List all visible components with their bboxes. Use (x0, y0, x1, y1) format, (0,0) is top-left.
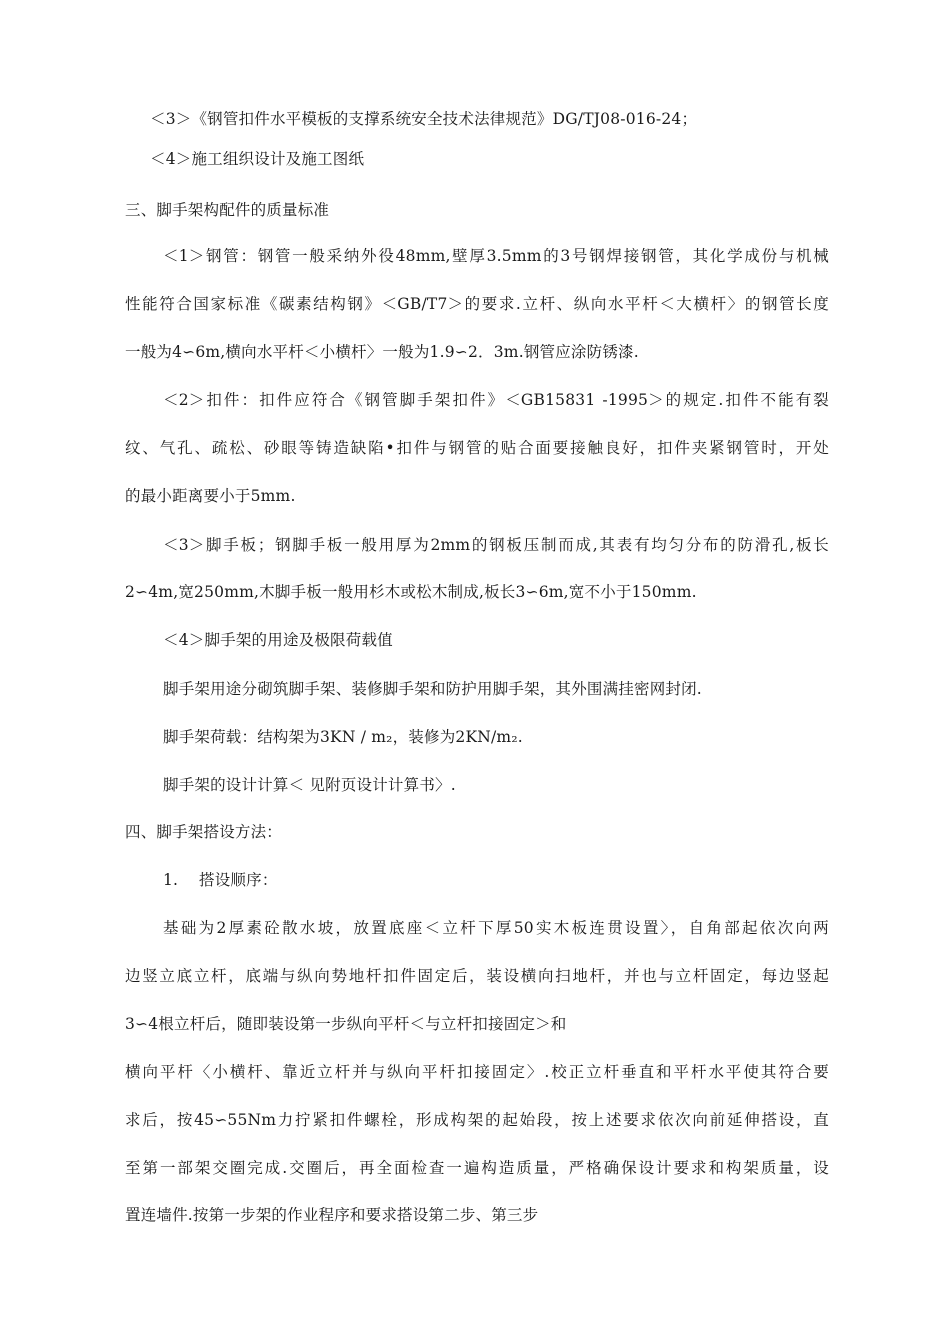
numbered-subheading: 1. 搭设顺序： (163, 871, 278, 889)
section-heading-4: 四、脚手架搭设方法： (125, 823, 283, 841)
paragraph-line: 求后，按45∽55Nm力拧紧扣件螺栓，形成构架的起始段，按上述要求依次向前延伸搭设，直 (125, 1111, 829, 1129)
paragraph-line: 的最小距离要小于5mm. (125, 487, 296, 505)
paragraph-line: 基础为2厚素砼散水坡，放置底座＜立杆下厚50实木板连贯设置〉，自角部起依次向两 (163, 919, 829, 937)
paragraph-line: ＜1＞钢管：钢管一般采纳外役48mm,壁厚3.5mm的3号钢焊接钢管，其化学成份与机械 (163, 247, 829, 265)
paragraph-line: 脚手架用途分砌筑脚手架、装修脚手架和防护用脚手架，其外围满挂密网封闭. (163, 680, 702, 698)
paragraph-line: 脚手架的设计计算＜ 见附页设计计算书〉. (163, 776, 456, 794)
paragraph-line: 性能符合国家标准《碳素结构钢》＜GB/T7＞的要求.立杆、纵向水平杆＜大横杆〉的钢管长度 (125, 295, 829, 313)
paragraph-line: 至第一部架交圈完成.交圈后，再全面检查一遍构造质量，严格确保设计要求和构架质量，设 (125, 1159, 829, 1177)
paragraph-line: 2∽4m,宽250mm,木脚手板一般用杉木或松木制成,板长3∽6m,宽不小于150mm. (125, 583, 697, 601)
reference-item-4: ＜4＞施工组织设计及施工图纸 (150, 150, 365, 168)
section-heading-3: 三、脚手架构配件的质量标准 (125, 201, 330, 219)
subheading: ＜4＞脚手架的用途及极限荷载值 (163, 631, 393, 649)
paragraph-line: 脚手架荷载：结构架为3KN / m₂，装修为2KN/m₂. (163, 728, 523, 746)
paragraph-line: 边竖立底立杆，底端与纵向势地杆扣件固定后，装设横向扫地杆，并也与立杆固定，每边竖起 (125, 967, 829, 985)
paragraph-line: 横向平杆〈小横杆、靠近立杆并与纵向平杆扣接固定〉.校正立杆垂直和平杆水平使其符合要 (125, 1063, 829, 1081)
paragraph-line: 置连墙件.按第一步架的作业程序和要求搭设第二步、第三步 (125, 1206, 539, 1224)
reference-item-3: ＜3＞《钢管扣件水平模板的支撑系统安全技术法律规范》DG/TJ08-016-24； (150, 110, 698, 128)
paragraph-line: 3∽4根立杆后，随即装设第一步纵向平杆＜与立杆扣接固定＞和 (125, 1015, 567, 1033)
paragraph-line: ＜2＞扣件：扣件应符合《钢管脚手架扣件》＜GB15831 -1995＞的规定.扣件不能有裂 (163, 391, 829, 409)
paragraph-line: ＜3＞脚手板；钢脚手板一般用厚为2mm的钢板压制而成,其表有均匀分布的防滑孔,板长 (163, 536, 829, 554)
paragraph-line: 一般为4∽6m,横向水平杆＜小横杆〉一般为1.9∽2．3m.钢管应涂防锈漆. (125, 343, 639, 361)
paragraph-line: 纹、气孔、疏松、砂眼等铸造缺陷•扣件与钢管的贴合面要接触良好，扣件夹紧钢管时，开处 (125, 439, 829, 457)
